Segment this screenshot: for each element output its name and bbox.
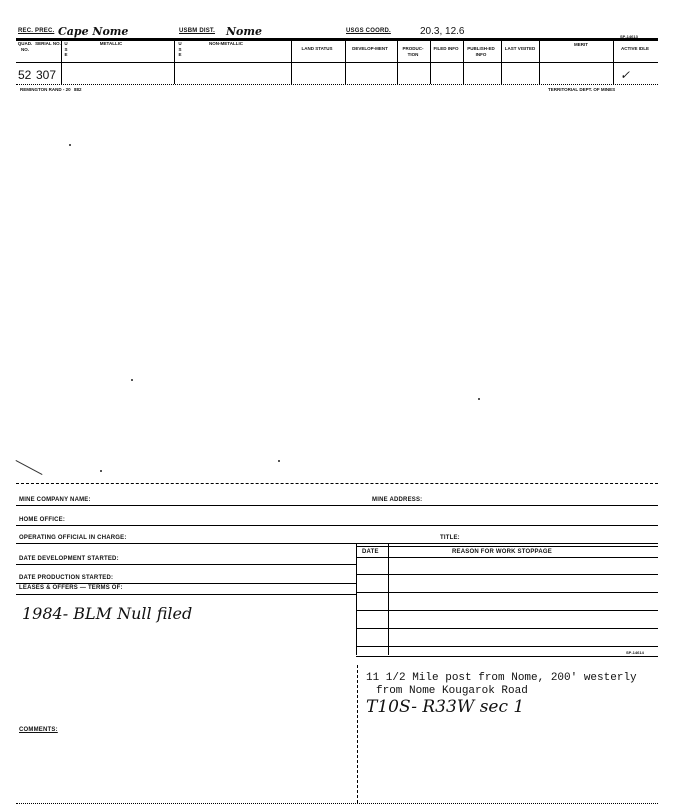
col-use-1: U S E <box>64 41 68 57</box>
row-rule <box>356 592 658 593</box>
speck <box>100 470 102 472</box>
row-rule <box>16 543 658 544</box>
row-rule <box>16 505 658 506</box>
comments-divider <box>357 665 358 803</box>
col-production: PRODUC-TION <box>402 46 424 57</box>
col-filed-info: FILED INFO <box>433 46 459 51</box>
date-col-header: DATE <box>362 549 379 555</box>
location-typed-line-1: 11 1/2 Mile post from Nome, 200' westerly <box>366 672 637 684</box>
col-quad: QUAD. NO. <box>17 41 33 52</box>
column-header-rule <box>16 62 658 63</box>
footer-left: REMINGTON RAND - 20 <box>20 87 71 92</box>
stray-mark <box>16 460 43 475</box>
speck <box>478 398 480 400</box>
top-card <box>16 22 658 90</box>
bottom-rule <box>16 803 658 804</box>
stoppage-date-sep <box>388 543 389 655</box>
card-bottom-rule <box>16 84 658 85</box>
speck <box>278 460 280 462</box>
col-merit: MERIT <box>574 42 588 47</box>
home-office-label: HOME OFFICE: <box>19 517 66 523</box>
row-rule <box>16 583 356 584</box>
col-non-metallic: NON-METALLIC <box>209 41 243 46</box>
leases-label: LEASES & OFFERS — TERMS OF: <box>19 585 123 591</box>
active-mark: ✓ <box>620 68 631 82</box>
col-metallic: METALLIC <box>99 41 123 46</box>
title-label: TITLE: <box>440 535 460 541</box>
operating-official-label: OPERATING OFFICIAL IN CHARGE: <box>19 535 127 541</box>
usbm-dist-label: USBM DIST. <box>179 28 216 34</box>
row-rule <box>356 557 658 558</box>
col-serial: SERIAL NO. <box>35 41 61 46</box>
row-rule <box>356 628 658 629</box>
form-number-bottom: SP-14614 <box>626 650 644 655</box>
comments-label: COMMENTS: <box>19 727 58 733</box>
rec-prec-label: REC. PREC. <box>18 28 55 34</box>
row-rule <box>16 564 356 565</box>
lease-handwritten: 1984- BLM Null filed <box>22 604 193 623</box>
usgs-coord-label: USGS COORD. <box>346 28 391 34</box>
row-rule <box>16 525 658 526</box>
speck <box>131 379 133 381</box>
mine-company-name-label: MINE COMPANY NAME: <box>19 497 91 503</box>
row-rule <box>356 610 658 611</box>
col-development: DEVELOP-MENT <box>352 46 388 51</box>
reason-col-header: REASON FOR WORK STOPPAGE <box>452 549 552 555</box>
rec-prec-value: Cape Nome <box>58 25 129 38</box>
row-rule <box>356 546 658 547</box>
stoppage-left <box>356 543 357 655</box>
col-active-idle: ACTIVE IDLE <box>620 46 649 51</box>
footer-right: TERRITORIAL DEPT. OF MINES <box>548 87 616 92</box>
form-number-top: SP-14613 <box>620 34 638 39</box>
col-use-2: U S E <box>178 41 182 57</box>
col-land-status: LAND STATUS <box>301 46 333 51</box>
row-rule <box>356 574 658 575</box>
production-started-label: DATE PRODUCTION STARTED: <box>19 575 114 581</box>
serial-value: 307 <box>36 68 57 82</box>
row-rule <box>356 646 658 647</box>
col-last-visited: LAST VISITED <box>504 46 536 51</box>
location-handwritten: T10S- R33W sec 1 <box>366 697 525 717</box>
lower-top-rule <box>16 483 658 484</box>
speck <box>69 144 71 146</box>
row-rule <box>16 594 356 595</box>
usgs-coord-value: 20.3, 12.6 <box>420 26 465 37</box>
col-published-info: PUBLISH-ED INFO <box>467 46 495 57</box>
footer-left-code: 882 <box>74 87 82 92</box>
location-typed-line-2: from Nome Kougarok Road <box>376 685 528 697</box>
quad-value: 52 <box>18 68 32 82</box>
development-started-label: DATE DEVELOPMENT STARTED: <box>19 556 119 562</box>
row-rule <box>356 656 658 657</box>
usbm-dist-value: Nome <box>226 25 263 38</box>
mine-address-label: MINE ADDRESS: <box>372 497 423 503</box>
